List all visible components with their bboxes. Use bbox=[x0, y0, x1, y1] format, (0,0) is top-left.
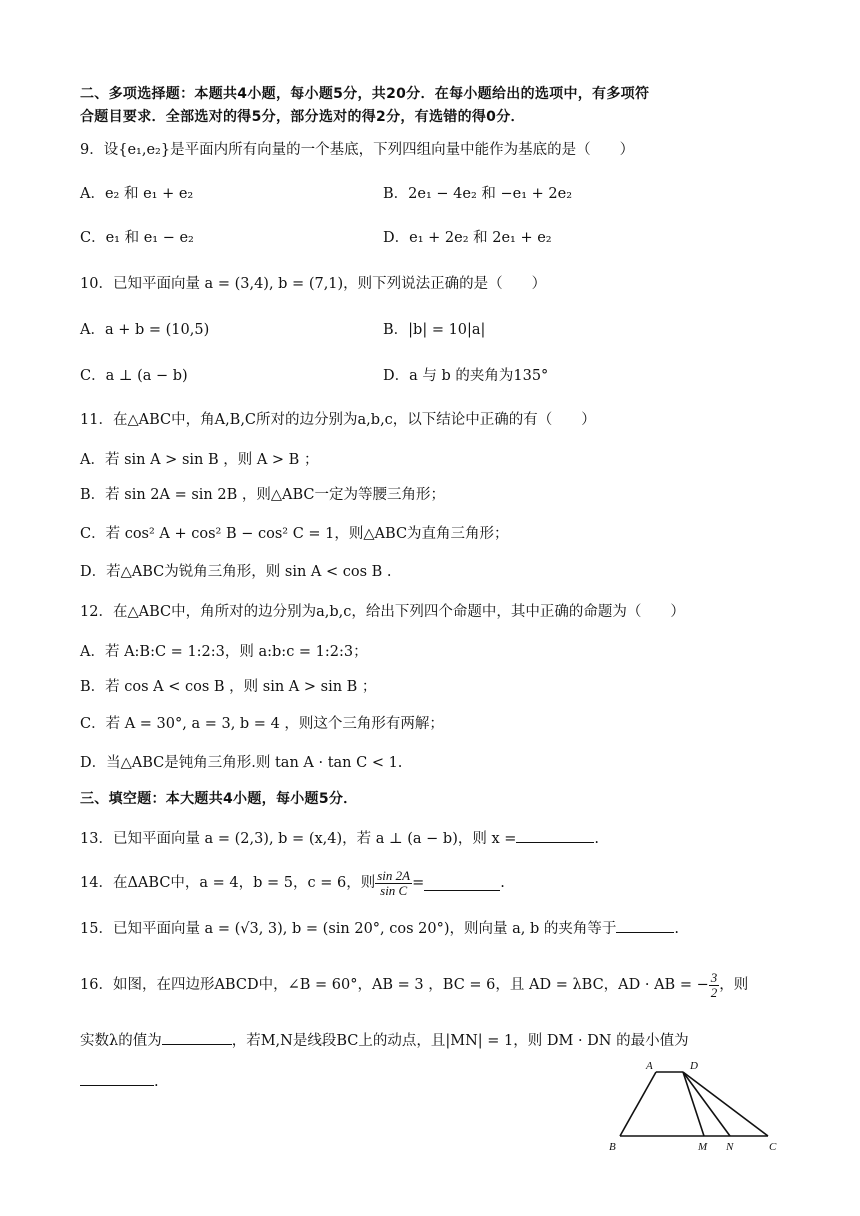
q16-fraction bbox=[709, 971, 720, 1000]
q15-text: 15．已知平面向量 a = (√3, 3), b = (sin 20°, cos 20°)，则向量 a, b 的夹角等于 bbox=[80, 921, 617, 937]
q10-stem: 10．已知平面向量 a = (3,4), b = (7,1)，则下列说法正确的是（ ） bbox=[80, 276, 547, 292]
q16-frac-den: 2 bbox=[710, 984, 718, 1000]
q12-stem: 12．在△ABC中，角所对的边分别为a,b,c，给出下列四个命题中，其中正确的命题为（ ） bbox=[80, 604, 685, 620]
q15-end: . bbox=[674, 921, 679, 937]
q15-answer-blank bbox=[616, 918, 674, 933]
q10-option-a: A．a + b = (10,5) bbox=[80, 322, 210, 338]
q14-answer-blank bbox=[424, 876, 500, 891]
q10-option-d: D．a 与 b 的夹角为135° bbox=[383, 368, 549, 384]
q14-end: . bbox=[500, 875, 505, 891]
q16-line1 bbox=[80, 965, 748, 1005]
q13-end: . bbox=[594, 831, 600, 847]
q16-line3 bbox=[80, 1071, 159, 1092]
q11-option-d: D．若△ABC为锐角三角形，则 sin A < cos B . bbox=[80, 564, 392, 580]
q16-l2-pre: 实数λ的值为 bbox=[80, 1033, 162, 1049]
q15-line bbox=[80, 918, 679, 939]
segment-dc bbox=[683, 1072, 768, 1136]
q10-option-c: C．a ⊥ (a − b) bbox=[80, 368, 188, 384]
label-b: B bbox=[609, 1141, 616, 1153]
q13-line bbox=[80, 828, 599, 849]
q14-fraction bbox=[375, 869, 412, 898]
section3-heading: 三、填空题：本大题共4小题，每小题5分． bbox=[80, 791, 358, 807]
q9-stem: 9．设{e₁,e₂}是平面内所有向量的一个基底，下列四组向量中能作为基底的是（ ） bbox=[80, 142, 635, 158]
q14-line bbox=[80, 866, 505, 900]
q9-option-d: D．e₁ + 2e₂ 和 2e₁ + e₂ bbox=[383, 230, 552, 246]
q16-l1-post: ，则 bbox=[719, 977, 749, 993]
quadrilateral-figure bbox=[604, 1058, 790, 1156]
segment-dm bbox=[683, 1072, 704, 1136]
q16-line2 bbox=[80, 1030, 689, 1051]
label-d: D bbox=[690, 1060, 698, 1072]
q10-option-b: B．|b| = 10|a| bbox=[383, 322, 486, 338]
section2-heading-line1: 二、多项选择题：本题共4小题，每小题5分，共20分．在每小题给出的选项中，有多项符 bbox=[80, 86, 650, 102]
q11-stem: 11．在△ABC中，角A,B,C所对的边分别为a,b,c，以下结论中正确的有（ ） bbox=[80, 412, 596, 428]
q9-option-b: B．2e₁ − 4e₂ 和 −e₁ + 2e₂ bbox=[383, 186, 573, 202]
q14-eq: = bbox=[412, 875, 425, 891]
q11-option-c: C．若 cos² A + cos² B − cos² C = 1，则△ABC为直角三角形； bbox=[80, 526, 509, 542]
q14-pre: 14．在ΔABC中，a = 4，b = 5，c = 6，则 bbox=[80, 875, 376, 891]
q12-option-b: B．若 cos A < cos B ，则 sin A > sin B ； bbox=[80, 679, 377, 695]
q9-option-a: A．e₂ 和 e₁ + e₂ bbox=[80, 186, 194, 202]
q14-frac-num: sin 2A bbox=[377, 867, 411, 883]
label-c: C bbox=[769, 1141, 777, 1153]
label-m: M bbox=[698, 1141, 708, 1153]
segment-dn bbox=[683, 1072, 730, 1136]
label-n: N bbox=[726, 1141, 734, 1153]
q12-option-c: C．若 A = 30°, a = 3, b = 4 ，则这个三角形有两解； bbox=[80, 716, 444, 732]
q16-answer-blank-2 bbox=[80, 1071, 154, 1086]
q16-l3-end: . bbox=[154, 1074, 159, 1090]
section2-heading-line2: 合题目要求．全部选对的得5分，部分选对的得2分，有选错的得0分． bbox=[80, 109, 525, 125]
q11-option-b: B．若 sin 2A = sin 2B ，则△ABC一定为等腰三角形； bbox=[80, 487, 446, 503]
q16-frac-num: 3 bbox=[710, 969, 718, 985]
q11-option-a: A．若 sin A > sin B ，则 A > B ； bbox=[80, 452, 319, 468]
q16-answer-blank-1 bbox=[162, 1030, 232, 1045]
segment-ab bbox=[620, 1072, 656, 1136]
q16-l2-mid: ，若M,N是线段BC上的动点，且|MN| = 1，则 DM · DN 的最小值为 bbox=[231, 1033, 689, 1049]
q12-option-d: D．当△ABC是钝角三角形.则 tan A · tan C < 1. bbox=[80, 755, 403, 771]
q12-option-a: A．若 A:B:C = 1:2:3，则 a:b:c = 1:2:3； bbox=[80, 644, 368, 660]
q16-l1-pre: 16．如图，在四边形ABCD中，∠B = 60°，AB = 3 ，BC = 6，且 AD = λBC，AD · AB = − bbox=[80, 977, 709, 993]
q13-answer-blank bbox=[516, 828, 594, 843]
q9-option-c: C．e₁ 和 e₁ − e₂ bbox=[80, 230, 194, 246]
q13-text: 13．已知平面向量 a = (2,3), b = (x,4)，若 a ⊥ (a − b)，则 x = bbox=[80, 831, 517, 847]
label-a: A bbox=[646, 1060, 653, 1072]
q14-frac-den: sin C bbox=[380, 882, 408, 898]
